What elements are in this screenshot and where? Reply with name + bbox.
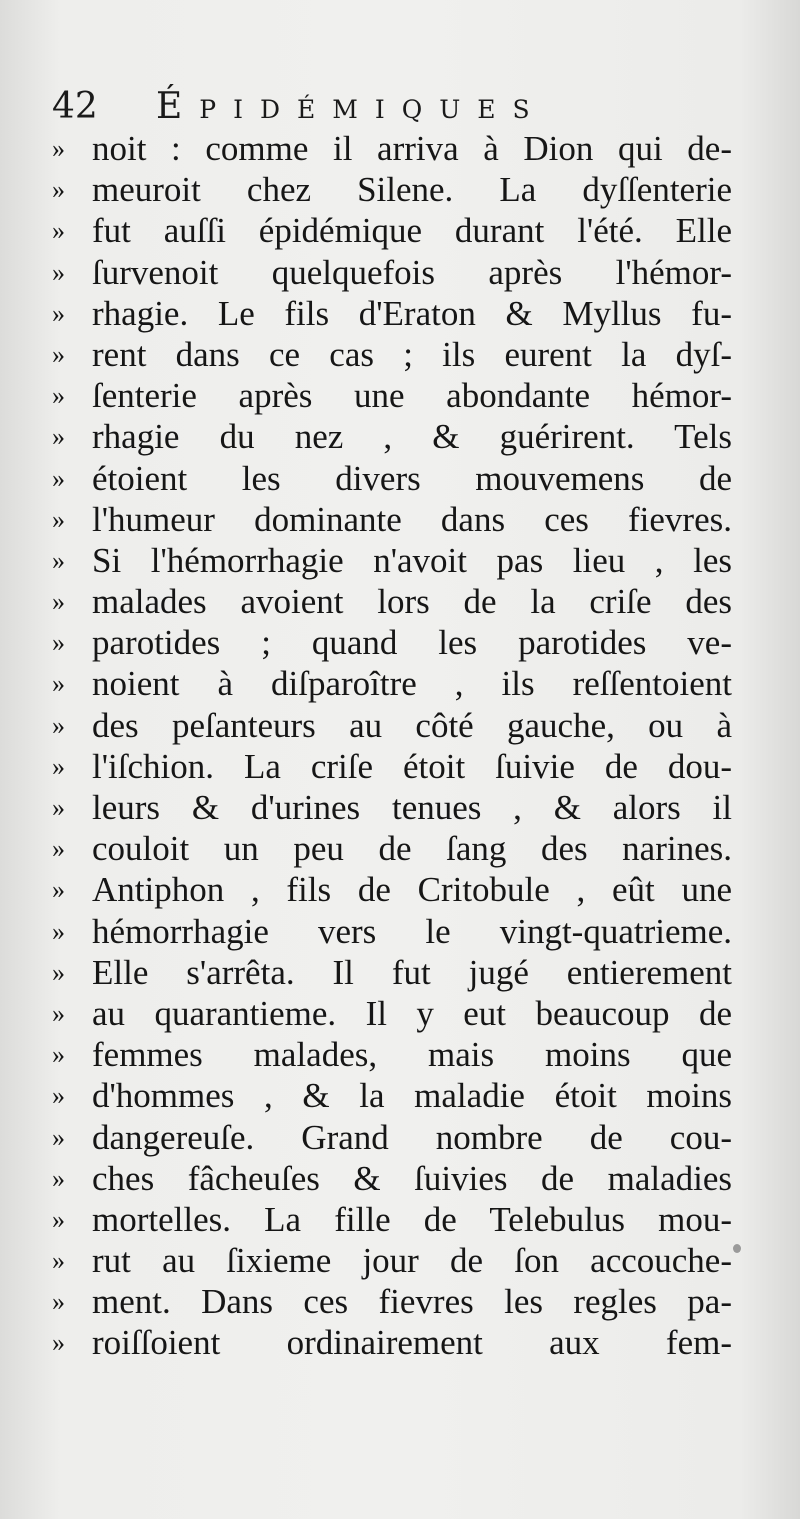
quotation-mark: » <box>52 1081 63 1111</box>
quotation-mark: » <box>52 298 63 328</box>
quotation-mark: » <box>52 1163 63 1193</box>
quotation-mark: » <box>52 381 63 411</box>
quotation-mark: » <box>52 1328 63 1358</box>
line-text: au quarantieme. Il y eut beaucoup de <box>92 993 732 1033</box>
text-line <box>52 705 732 746</box>
text-line <box>52 375 732 416</box>
line-text: Si l'hémorrhagie n'avoit pas lieu , les <box>92 540 732 580</box>
quotation-mark: » <box>52 216 63 246</box>
quotation-mark: » <box>52 957 63 987</box>
line-text: meuroit chez Silene. La dyſſenterie <box>92 170 732 210</box>
text-line <box>52 252 732 293</box>
text-line <box>52 128 732 169</box>
quotation-mark: » <box>52 1122 63 1152</box>
quotation-mark: » <box>52 1246 63 1276</box>
text-line <box>52 458 732 499</box>
running-title: Épidémiques <box>156 86 547 127</box>
text-line <box>52 334 732 375</box>
quotation-mark: » <box>52 628 63 658</box>
text-line <box>52 1199 732 1240</box>
line-text: ches fâcheuſes & ſuivies de maladies <box>92 1158 732 1198</box>
text-line <box>52 293 732 334</box>
text-line <box>52 869 732 910</box>
text-line <box>52 952 732 993</box>
page-header <box>52 82 612 132</box>
line-text: mortelles. La fille de Telebulus mou- <box>92 1199 732 1239</box>
line-text: étoient les divers mouvemens de <box>92 458 732 498</box>
quotation-mark: » <box>52 710 63 740</box>
text-line <box>52 1075 732 1116</box>
text-line <box>52 416 732 457</box>
text-line <box>52 169 732 210</box>
text-line <box>52 828 732 869</box>
quotation-mark: » <box>52 793 63 822</box>
quotation-mark: » <box>52 1040 63 1070</box>
text-line <box>52 581 732 622</box>
text-line <box>52 1240 732 1281</box>
quotation-mark: » <box>52 175 63 205</box>
text-line <box>52 499 732 540</box>
text-line <box>52 911 732 952</box>
text-line <box>52 622 732 663</box>
text-line <box>52 993 732 1034</box>
text-line <box>52 210 732 251</box>
text-line <box>52 787 732 828</box>
quotation-mark: » <box>52 834 63 864</box>
quotation-mark: » <box>52 134 63 163</box>
text-line <box>52 1158 732 1199</box>
quotation-mark: » <box>52 1204 63 1234</box>
line-text: rhagie du nez , & guérirent. Tels <box>92 417 732 457</box>
quotation-mark: » <box>52 463 63 493</box>
line-text: l'iſchion. La criſe étoit ſuivie de dou- <box>92 746 732 786</box>
line-text: noit : comme il arriva à Dion qui de- <box>92 129 732 168</box>
text-line <box>52 1034 732 1075</box>
text-line <box>52 540 732 581</box>
quotation-mark: » <box>52 587 63 617</box>
line-text: rut au ſixieme jour de ſon accouche- <box>92 1241 732 1281</box>
line-text: d'hommes , & la maladie étoit moins <box>92 1076 732 1116</box>
quotation-mark: » <box>52 998 63 1028</box>
text-line <box>52 1117 732 1158</box>
quotation-mark: » <box>52 669 63 699</box>
page-number: 42 <box>52 86 98 127</box>
line-text: couloit un peu de ſang des narines. <box>92 829 732 869</box>
line-text: femmes malades, mais moins que <box>92 1035 732 1075</box>
line-text: parotides ; quand les parotides ve- <box>92 623 732 663</box>
line-text: Antiphon , fils de Critobule , eût une <box>92 870 732 910</box>
line-text: fut auſſi épidémique durant l'été. Elle <box>92 211 732 251</box>
text-line <box>52 1281 732 1322</box>
text-line <box>52 663 732 704</box>
line-text: malades avoient lors de la criſe des <box>92 582 732 622</box>
quotation-mark: » <box>52 875 63 905</box>
line-text: ment. Dans ces fievres les regles pa- <box>92 1282 732 1322</box>
line-text: ſurvenoit quelquefois après l'hémor- <box>92 252 732 292</box>
line-text: dangereuſe. Grand nombre de cou- <box>92 1117 732 1157</box>
text-line <box>52 1322 732 1363</box>
text-line <box>52 746 732 787</box>
quotation-mark: » <box>52 545 63 575</box>
quotation-mark: » <box>52 339 63 369</box>
line-text: ſenterie après une abondante hémor- <box>92 376 732 416</box>
line-text: hémorrhagie vers le vingt-quatrieme. <box>92 911 732 951</box>
quotation-mark: » <box>52 257 63 287</box>
line-text: rent dans ce cas ; ils eurent la dyſ- <box>92 334 732 374</box>
line-text: Elle s'arrêta. Il fut jugé entierement <box>92 952 732 992</box>
quotation-mark: » <box>52 916 63 946</box>
quotation-mark: » <box>52 1287 63 1317</box>
line-text: des peſanteurs au côté gauche, ou à <box>92 705 732 745</box>
quotation-mark: » <box>52 751 63 781</box>
line-text: rhagie. Le fils d'Eraton & Myllus fu- <box>92 293 732 333</box>
line-text: l'humeur dominante dans ces fievres. <box>92 499 732 539</box>
line-text: noient à diſparoître , ils reſſentoient <box>92 664 732 704</box>
quotation-mark: » <box>52 422 63 452</box>
line-text: roiſſoient ordinairement aux fem- <box>92 1323 732 1363</box>
ink-spot <box>733 1244 741 1253</box>
line-text: leurs & d'urines tenues , & alors il <box>92 788 732 827</box>
body-text <box>52 128 732 1364</box>
quotation-mark: » <box>52 504 63 534</box>
